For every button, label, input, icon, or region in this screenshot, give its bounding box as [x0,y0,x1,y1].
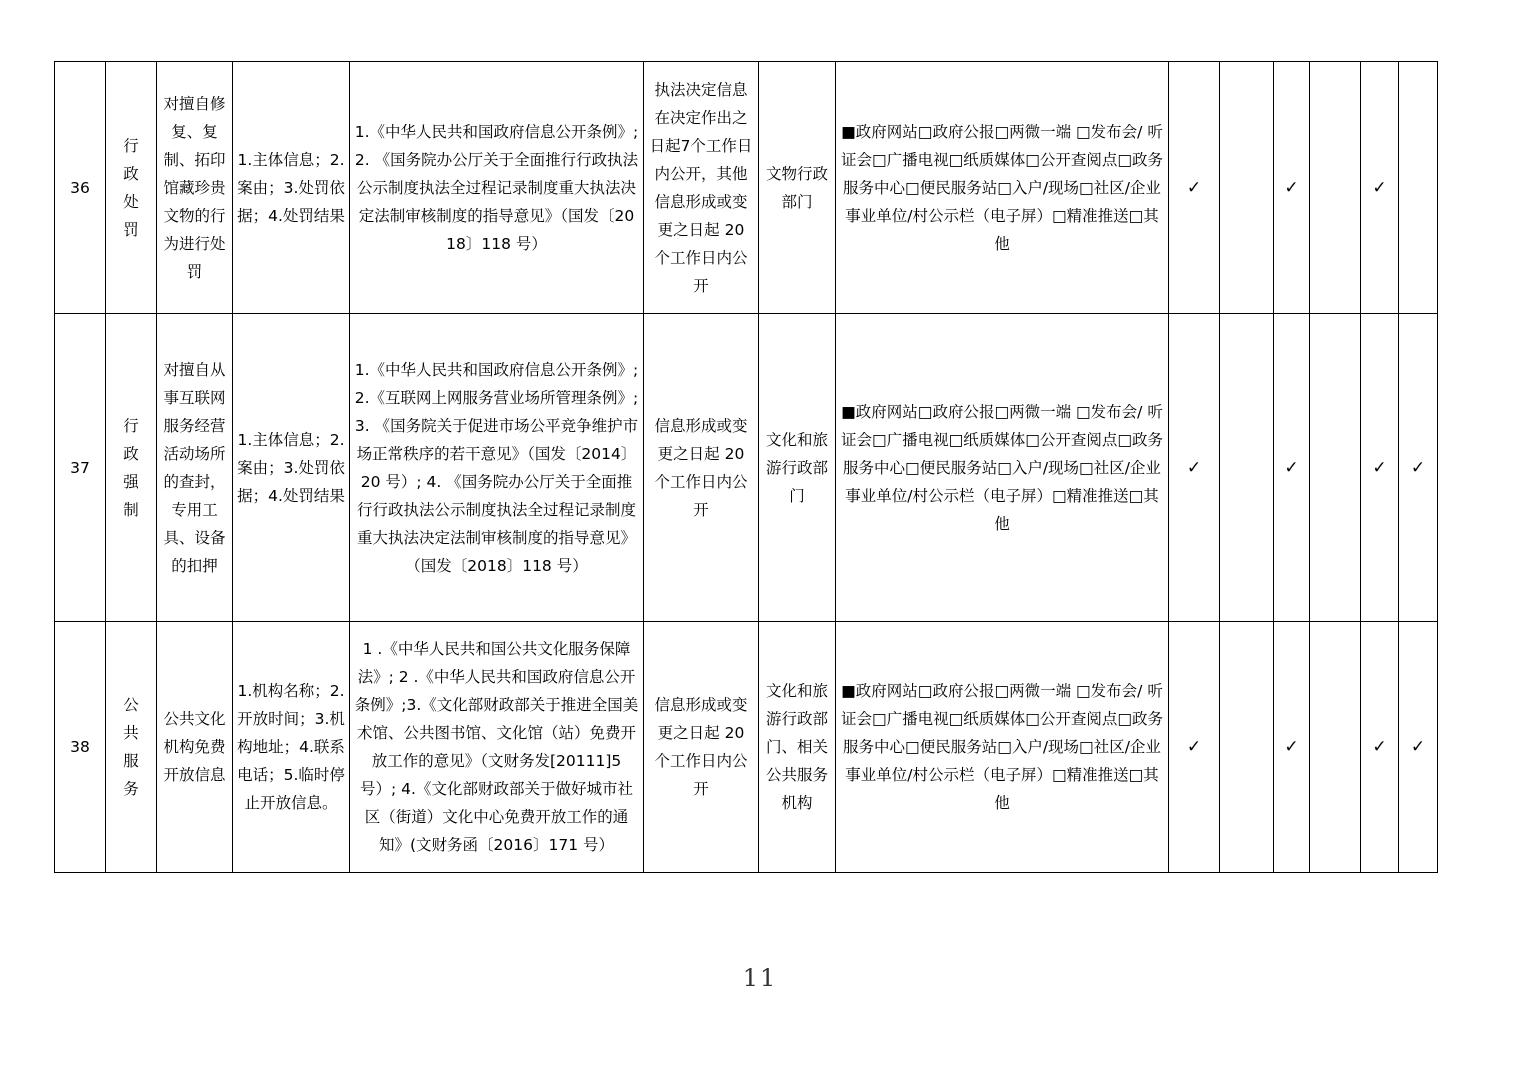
mark-cell [1310,62,1361,314]
mark-cell: ✓ [1169,622,1220,873]
content-cell: 1.机构名称；2.开放时间；3.机构地址；4.联系电话；5.临时停止开放信息。 [233,622,350,873]
mark-cell: ✓ [1399,314,1438,622]
table-row [55,314,1438,622]
content-cell: 1.主体信息；2.案由；3.处罚依据；4.处罚结果 [233,62,350,314]
timing-cell: 信息形成或变更之日起 20 个工作日内公开 [644,314,759,622]
mark-cell [1220,62,1274,314]
category-cell: 行政处罚 [106,62,157,314]
channels-cell: ■政府网站□政府公报□两微一端 □发布会/ 听证会□广播电视□纸质媒体□公开查阅点□政务服务中心□便民服务站□入户/现场□社区/企业事业单位/村公示栏（电子屏）□精准推送□其他 [836,314,1169,622]
item-cell: 公共文化机构免费开放信息 [157,622,233,873]
basis-cell: 1 .《中华人民共和国公共文化服务保障法》; 2 .《中华人民共和国政府信息公开条例》;3.《文化部财政部关于推进全国美术馆、公共图书馆、文化馆（站）免费开放工作的意见》（文财务发[20111]5 号）; 4.《文化部财政部关于做好城市社区（街道）文化中心免费开放工作的通知》(文财务函〔2016〕171 号） [350,622,644,873]
mark-cell: ✓ [1361,62,1399,314]
mark-cell: ✓ [1274,622,1310,873]
mark-cell: ✓ [1169,314,1220,622]
table-row [55,62,1438,314]
timing-cell: 信息形成或变更之日起 20 个工作日内公开 [644,622,759,873]
mark-cell [1310,314,1361,622]
mark-cell [1220,622,1274,873]
table-row [55,622,1438,873]
basis-cell: 1.《中华人民共和国政府信息公开条例》;2. 《国务院办公厅关于全面推行行政执法公示制度执法全过程记录制度重大执法决定法制审核制度的指导意见》（国发〔2018〕118 号） [350,62,644,314]
department-cell: 文物行政部门 [759,62,836,314]
mark-cell: ✓ [1274,314,1310,622]
mark-cell: ✓ [1274,62,1310,314]
content-cell: 1.主体信息；2.案由；3.处罚依据；4.处罚结果 [233,314,350,622]
mark-cell [1399,62,1438,314]
category-cell: 公共服务 [106,622,157,873]
item-cell: 对擅自从事互联网服务经营活动场所的查封，专用工具、设备的扣押 [157,314,233,622]
mark-cell: ✓ [1169,62,1220,314]
page-number: 11 [742,964,778,992]
mark-cell [1220,314,1274,622]
item-cell: 对擅自修复、复制、拓印馆藏珍贵文物的行为进行处罚 [157,62,233,314]
row-number: 36 [55,62,106,314]
row-number: 38 [55,622,106,873]
mark-cell: ✓ [1399,622,1438,873]
channels-cell: ■政府网站□政府公报□两微一端 □发布会/ 听证会□广播电视□纸质媒体□公开查阅点□政务服务中心□便民服务站□入户/现场□社区/企业事业单位/村公示栏（电子屏）□精准推送□其他 [836,62,1169,314]
row-number: 37 [55,314,106,622]
basis-cell: 1.《中华人民共和国政府信息公开条例》;2.《互联网上网服务营业场所管理条例》; 3. 《国务院关于促进市场公平竞争维护市场正常秩序的若干意见》（国发〔2014〕20 号）; 4. 《国务院办公厅关于全面推行行政执法公示制度执法全过程记录制度重大执法决定法制审核制度的指导意见》（国发〔2018〕118 号） [350,314,644,622]
channels-cell: ■政府网站□政府公报□两微一端 □发布会/ 听证会□广播电视□纸质媒体□公开查阅点□政务服务中心□便民服务站□入户/现场□社区/企业事业单位/村公示栏（电子屏）□精准推送□其他 [836,622,1169,873]
department-cell: 文化和旅游行政部门、相关公共服务机构 [759,622,836,873]
department-cell: 文化和旅游行政部门 [759,314,836,622]
category-cell: 行政强制 [106,314,157,622]
mark-cell: ✓ [1361,314,1399,622]
mark-cell [1310,622,1361,873]
mark-cell: ✓ [1361,622,1399,873]
timing-cell: 执法决定信息在决定作出之日起7个工作日内公开，其他信息形成或变更之日起 20 个工作日内公开 [644,62,759,314]
disclosure-table [54,61,1438,873]
